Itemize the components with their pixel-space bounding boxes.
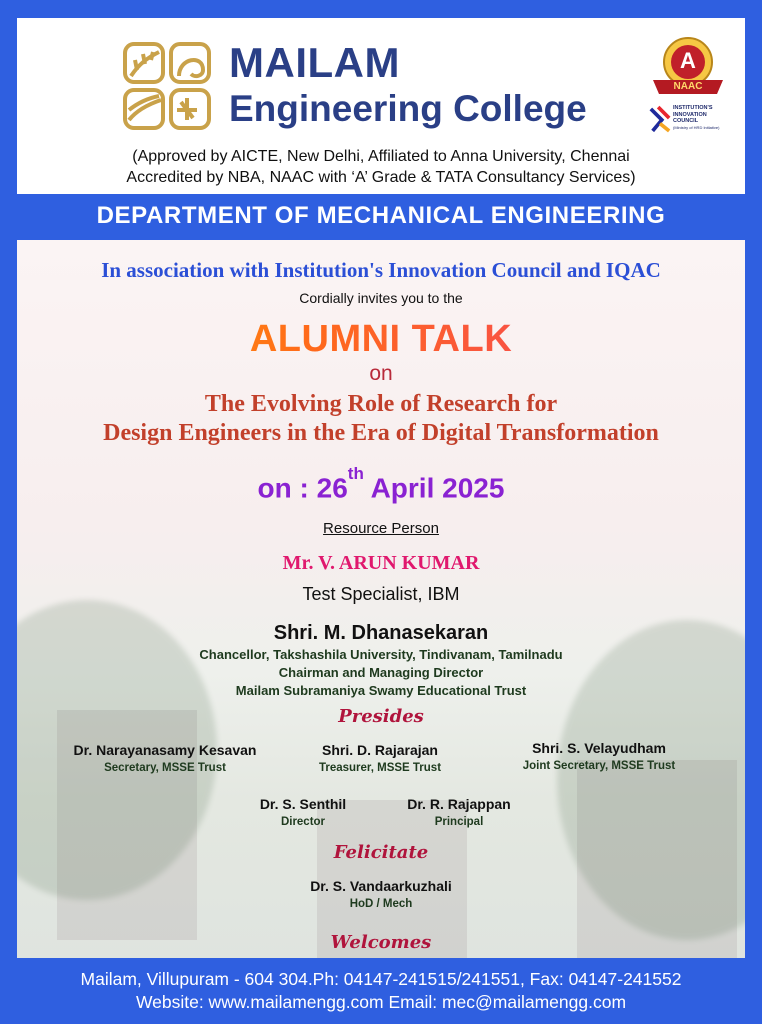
- college-name: [229, 39, 587, 129]
- date-suffix: th: [347, 464, 364, 483]
- college-logo-icon: [121, 40, 213, 132]
- date-prefix: on : 26: [257, 472, 348, 504]
- presider-role: Treasurer, MSSE Trust: [318, 762, 442, 774]
- chief-guest-name: Shri. M. Dhanasekaran: [273, 622, 489, 644]
- presider-1: [55, 742, 275, 774]
- presider-role: Principal: [434, 816, 484, 828]
- event-title: ALUMNI TALK: [17, 318, 745, 361]
- speaker-role: Test Specialist, IBM: [302, 584, 460, 604]
- presider-3: [499, 740, 699, 772]
- welcomes-heading: Welcomes: [330, 932, 432, 953]
- naac-label: NAAC: [673, 81, 703, 92]
- presider-2: [315, 742, 445, 774]
- college-name-line1: MAILAM: [229, 39, 400, 86]
- topic-line2: Design Engineers in the Era of Digital Transformation: [103, 420, 659, 446]
- department-title: DEPARTMENT OF MECHANICAL ENGINEERING: [96, 202, 666, 229]
- presider-name: Dr. R. Rajappan: [407, 796, 511, 812]
- talk-topic: [17, 390, 745, 448]
- invite-text: Cordially invites you to the: [299, 290, 463, 306]
- footer-address: Mailam, Villupuram - 604 304.Ph: 04147-241515/241551, Fax: 04147-241552: [80, 969, 682, 989]
- naac-badge: [647, 34, 729, 104]
- event-date: [17, 464, 745, 504]
- chief-line1: Chancellor, Takshashila University, Tindivanam, Tamilnadu: [199, 647, 563, 662]
- approval-line2: Accredited by NBA, NAAC with ‘A’ Grade & TATA Consultancy Services): [126, 169, 636, 186]
- on-text: on: [369, 362, 393, 385]
- approval-line1: (Approved by AICTE, New Delhi, Affiliated to Anna University, Chennai: [132, 148, 630, 165]
- iic-logo-icon: [649, 104, 671, 134]
- presider-role: Joint Secretary, MSSE Trust: [522, 760, 676, 772]
- college-name-line2: Engineering College: [229, 88, 587, 129]
- contact-footer: [0, 968, 762, 1014]
- felicitator-role: HoD / Mech: [349, 898, 413, 910]
- presider-name: Shri. S. Velayudham: [532, 740, 666, 756]
- felicitator: [271, 878, 491, 910]
- iic-label: INSTITUTION'S INNOVATION COUNCIL (Ministry of HRD Initiative): [673, 105, 720, 130]
- date-rest: April 2025: [370, 472, 505, 504]
- presides-heading: Presides: [338, 706, 424, 727]
- college-header: [17, 18, 745, 194]
- association-text: In association with Institution's Innovation Council and IQAC: [101, 258, 661, 282]
- invitation-panel: [17, 240, 745, 958]
- approval-text: [17, 146, 745, 188]
- presider-name: Dr. Narayanasamy Kesavan: [73, 742, 257, 758]
- speaker-name: Mr. V. ARUN KUMAR: [282, 552, 480, 574]
- chief-line2: Chairman and Managing Director: [278, 665, 484, 680]
- chief-line3: Mailam Subramaniya Swamy Educational Trust: [235, 683, 527, 698]
- presider-name: Shri. D. Rajarajan: [322, 742, 438, 758]
- topic-line1: The Evolving Role of Research for: [204, 391, 558, 417]
- footer-web-email: Website: www.mailamengg.com Email: mec@mailamengg.com: [135, 992, 627, 1012]
- resource-person-label: Resource Person: [323, 520, 439, 537]
- presider-name: Dr. S. Senthil: [259, 796, 347, 812]
- naac-grade: A: [680, 48, 696, 73]
- iic-badge: [649, 102, 733, 136]
- felicitate-heading: Felicitate: [333, 842, 429, 863]
- presider-5: [391, 796, 527, 828]
- presider-role: Director: [280, 816, 326, 828]
- felicitator-name: Dr. S. Vandaarkuzhali: [310, 878, 452, 894]
- presider-role: Secretary, MSSE Trust: [104, 762, 226, 774]
- presider-4: [243, 796, 363, 828]
